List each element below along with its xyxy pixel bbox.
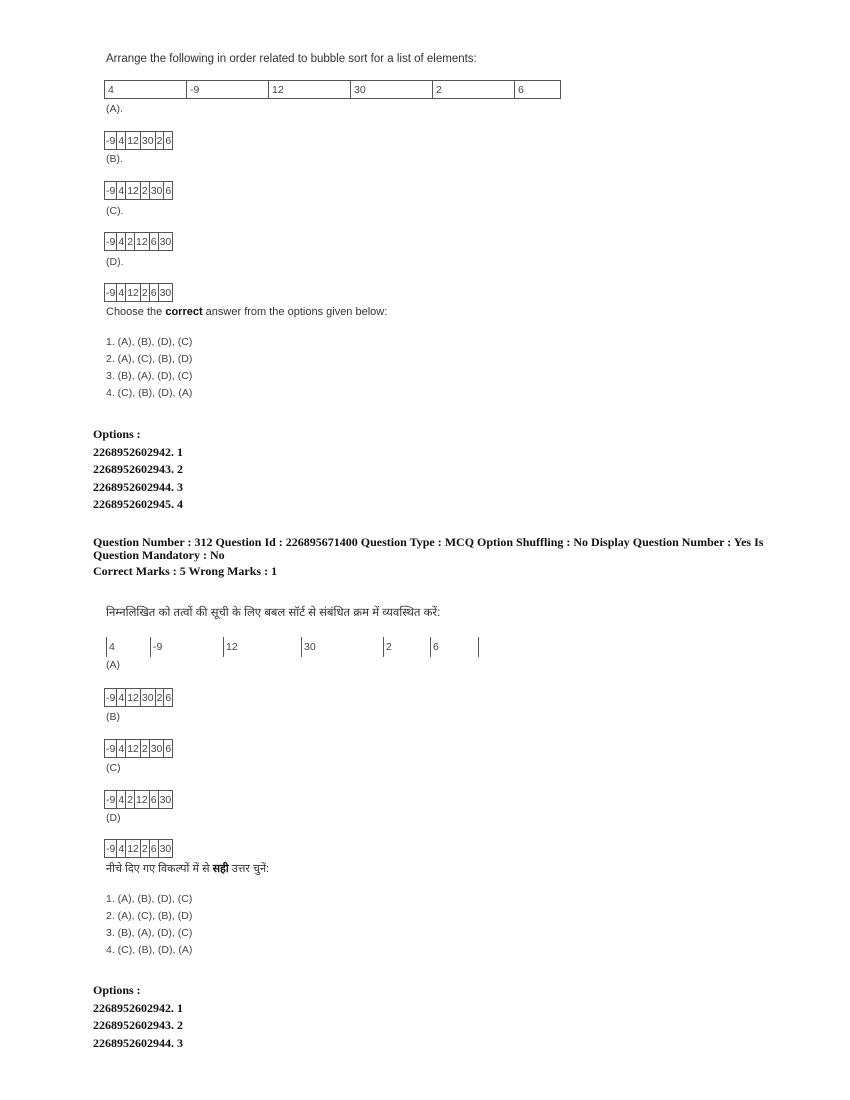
option-id: 2268952602943. 2: [93, 462, 183, 476]
label-a: (A).: [106, 103, 123, 115]
list-cell: 4: [106, 637, 115, 657]
seq-cell: 12: [135, 791, 150, 809]
seq-cell: 2: [126, 233, 135, 251]
seq-cell: 12: [126, 840, 141, 858]
question-2-marks: Correct Marks : 5 Wrong Marks : 1: [93, 564, 278, 578]
seq-cell: 6: [164, 689, 173, 707]
question-2-title: निम्नलिखित को तत्वों की सूची के लिए बबल सॉर्ट से संबंधित क्रम में व्यवस्थित करें:: [106, 607, 441, 619]
list-cell: 6: [430, 637, 439, 657]
list-cell: 12: [269, 81, 351, 99]
seq-cell: 4: [117, 182, 126, 200]
seq-cell: 30: [140, 132, 155, 150]
answer-choice: 4. (C), (B), (D), (A): [106, 387, 193, 399]
question-1-options-heading: Options :: [93, 427, 141, 441]
question-2-options-heading: Options :: [93, 983, 141, 997]
seq-cell: 30: [140, 689, 155, 707]
label-d: (D).: [106, 256, 124, 268]
seq-cell: 2: [140, 840, 149, 858]
label-c: (C).: [106, 205, 124, 217]
instruction-bold: सही: [212, 863, 229, 875]
seq-cell: 12: [135, 233, 150, 251]
sequence-c: [104, 790, 173, 809]
option-id: 2268952602942. 1: [93, 445, 183, 459]
question-1-title: Arrange the following in order related to bubble sort for a list of elements:: [106, 53, 477, 65]
seq-cell: 30: [158, 284, 173, 302]
seq-cell: 2: [140, 740, 149, 758]
answer-choice: 3. (B), (A), (D), (C): [106, 370, 193, 382]
label-a: (A): [106, 659, 120, 671]
answer-choice: 1. (A), (B), (D), (C): [106, 893, 193, 905]
instruction-bold: correct: [165, 306, 203, 318]
list-cell: -9: [187, 81, 269, 99]
seq-cell: 6: [149, 791, 158, 809]
seq-cell: 30: [158, 840, 173, 858]
list-cell: 2: [433, 81, 515, 99]
sequence-b: [104, 739, 173, 758]
seq-cell: 30: [149, 740, 164, 758]
sequence-d: [104, 839, 173, 858]
question-1-list-table: [104, 80, 561, 99]
seq-cell: 12: [126, 284, 141, 302]
seq-cell: 30: [158, 791, 173, 809]
seq-cell: 4: [117, 689, 126, 707]
list-cell: -9: [150, 637, 162, 657]
seq-cell: 12: [126, 740, 141, 758]
seq-cell: 4: [117, 233, 126, 251]
seq-cell: 4: [117, 284, 126, 302]
seq-cell: -9: [105, 284, 117, 302]
instruction-text: answer from the options given below:: [202, 306, 388, 318]
label-b: (B).: [106, 153, 123, 165]
seq-cell: 6: [164, 132, 173, 150]
sequence-d: [104, 283, 173, 302]
answer-choice: 1. (A), (B), (D), (C): [106, 336, 193, 348]
option-id: 2268952602944. 3: [93, 1036, 183, 1050]
list-end-divider: [478, 637, 479, 657]
sequence-b: [104, 181, 173, 200]
answer-choice: 2. (A), (C), (B), (D): [106, 910, 193, 922]
seq-cell: -9: [105, 840, 117, 858]
list-cell: 2: [383, 637, 392, 657]
seq-cell: -9: [105, 791, 117, 809]
seq-cell: 12: [126, 132, 141, 150]
option-id: 2268952602944. 3: [93, 480, 183, 494]
seq-cell: 30: [149, 182, 164, 200]
seq-cell: 4: [117, 132, 126, 150]
seq-cell: -9: [105, 182, 117, 200]
seq-cell: 2: [140, 182, 149, 200]
instruction-text: Choose the: [106, 306, 166, 318]
instruction-text: नीचे दिए गए विकल्पों में से: [106, 863, 213, 875]
answer-choice: 4. (C), (B), (D), (A): [106, 944, 193, 956]
question-1-answer-list: [106, 334, 192, 402]
list-cell: 4: [105, 81, 187, 99]
question-2-list-row: [106, 637, 486, 657]
sequence-c: [104, 232, 173, 251]
seq-cell: 4: [117, 740, 126, 758]
seq-cell: 12: [126, 689, 141, 707]
label-d: (D): [106, 812, 121, 824]
seq-cell: -9: [105, 233, 117, 251]
sequence-a: [104, 688, 173, 707]
seq-cell: 2: [155, 689, 164, 707]
seq-cell: -9: [105, 132, 117, 150]
seq-cell: 4: [117, 791, 126, 809]
question-2-meta: Question Number : 312 Question Id : 226895671400 Question Type : MCQ Option Shuffling : No Display Question Number : Yes Is Question Mandatory : No: [93, 535, 764, 562]
label-c: (C): [106, 762, 121, 774]
seq-cell: 6: [149, 284, 158, 302]
seq-cell: 6: [149, 233, 158, 251]
instruction-text: उत्तर चुनें:: [228, 863, 270, 875]
question-1-instruction: [106, 306, 387, 318]
option-id: 2268952602942. 1: [93, 1001, 183, 1015]
seq-cell: 2: [155, 132, 164, 150]
option-id: 2268952602945. 4: [93, 497, 183, 511]
answer-choice: 2. (A), (C), (B), (D): [106, 353, 193, 365]
seq-cell: -9: [105, 740, 117, 758]
seq-cell: 4: [117, 840, 126, 858]
list-cell: 6: [515, 81, 561, 99]
seq-cell: 6: [149, 840, 158, 858]
list-cell: 30: [351, 81, 433, 99]
seq-cell: 30: [158, 233, 173, 251]
seq-cell: 12: [126, 182, 141, 200]
question-2-answer-list: [106, 891, 192, 959]
seq-cell: -9: [105, 689, 117, 707]
option-id: 2268952602943. 2: [93, 1018, 183, 1032]
seq-cell: 2: [140, 284, 149, 302]
seq-cell: 6: [164, 182, 173, 200]
seq-cell: 2: [126, 791, 135, 809]
answer-choice: 3. (B), (A), (D), (C): [106, 927, 193, 939]
label-b: (B): [106, 711, 120, 723]
list-cell: 12: [223, 637, 238, 657]
list-cell: 30: [301, 637, 316, 657]
sequence-a: [104, 131, 173, 150]
question-2-instruction: [106, 861, 269, 876]
seq-cell: 6: [164, 740, 173, 758]
